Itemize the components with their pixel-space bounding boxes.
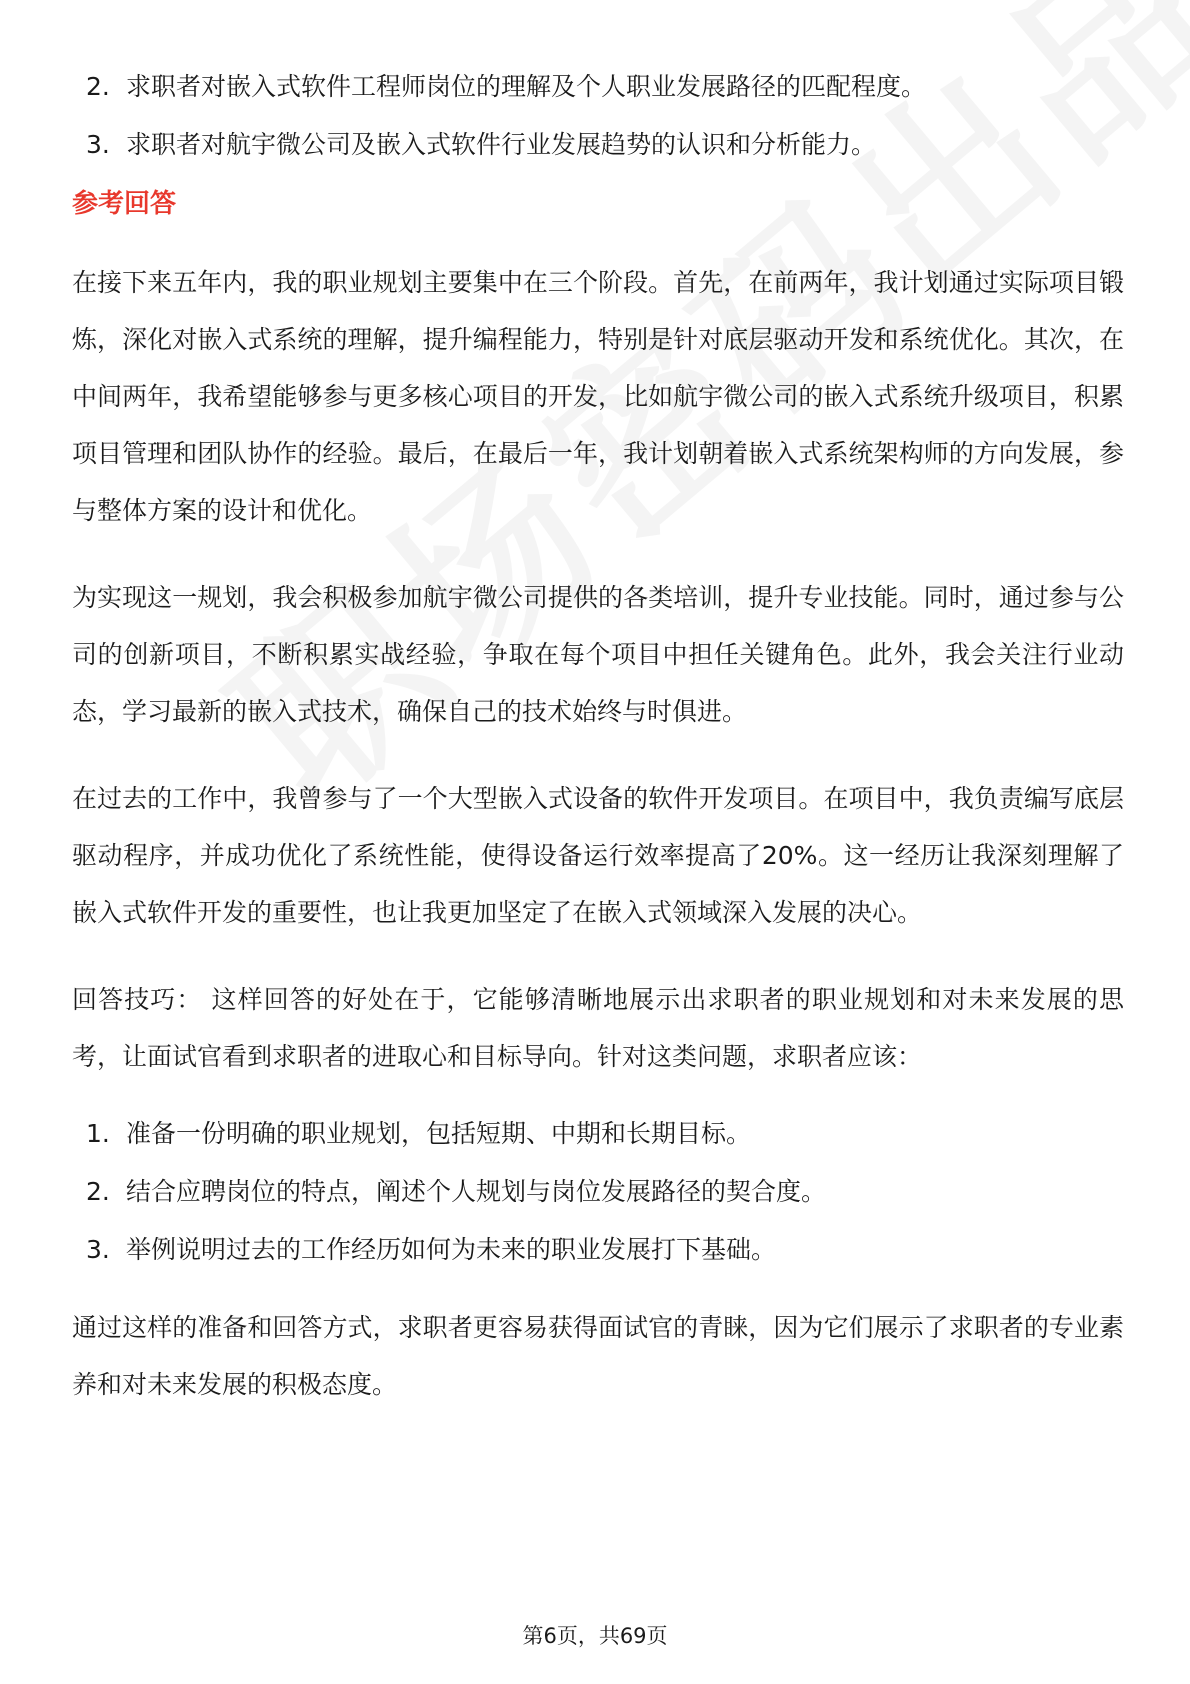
list-number: 2. bbox=[86, 1177, 110, 1206]
page-footer: 第6页，共69页 bbox=[522, 1624, 668, 1648]
list-item bbox=[72, 1173, 1124, 1211]
list-number: 2. bbox=[86, 72, 110, 101]
list-text: 准备一份明确的职业规划，包括短期、中期和长期目标。 bbox=[126, 1119, 752, 1148]
document-body bbox=[72, 68, 1124, 1443]
list-item bbox=[72, 126, 1124, 164]
closing-paragraph: 通过这样的准备和回答方式，求职者更容易获得面试官的青睐，因为它们展示了求职者的专业素养和对未来发展的积极态度。 bbox=[72, 1313, 1124, 1399]
list-item bbox=[72, 68, 1124, 106]
list-text: 求职者对嵌入式软件工程师岗位的理解及个人职业发展路径的匹配程度。 bbox=[126, 72, 927, 101]
top-numbered-list bbox=[72, 68, 1124, 164]
answer-paragraph-3: 在过去的工作中，我曾参与了一个大型嵌入式设备的软件开发项目。在项目中，我负责编写底层驱动程序，并成功优化了系统性能，使得设备运行效率提高了20%。这一经历让我深刻理解了嵌入式软件开发的重要性，也让我更加坚定了在嵌入式领域深入发展的决心。 bbox=[72, 784, 1124, 927]
list-item bbox=[72, 1231, 1124, 1269]
list-item bbox=[72, 1115, 1124, 1153]
section-heading: 参考回答 bbox=[72, 189, 177, 219]
answer-paragraph-1: 在接下来五年内，我的职业规划主要集中在三个阶段。首先，在前两年，我计划通过实际项目锻炼，深化对嵌入式系统的理解，提升编程能力，特别是针对底层驱动开发和系统优化。其次，在中间两年，我希望能够参与更多核心项目的开发，比如航宇微公司的嵌入式系统升级项目，积累项目管理和团队协作的经验。最后，在最后一年，我计划朝着嵌入式系统架构师的方向发展，参与整体方案的设计和优化。 bbox=[72, 268, 1124, 525]
list-number: 3. bbox=[86, 130, 110, 159]
tips-numbered-list bbox=[72, 1115, 1124, 1269]
list-text: 求职者对航宇微公司及嵌入式软件行业发展趋势的认识和分析能力。 bbox=[126, 130, 877, 159]
list-number: 1. bbox=[86, 1119, 110, 1148]
list-text: 结合应聘岗位的特点，阐述个人规划与岗位发展路径的契合度。 bbox=[126, 1177, 827, 1206]
list-number: 3. bbox=[86, 1235, 110, 1264]
answer-paragraph-2: 为实现这一规划，我会积极参加航宇微公司提供的各类培训，提升专业技能。同时，通过参与公司的创新项目，不断积累实战经验，争取在每个项目中担任关键角色。此外，我会关注行业动态，学习最新的嵌入式技术，确保自己的技术始终与时俱进。 bbox=[72, 583, 1124, 726]
tips-paragraph: 回答技巧： 这样回答的好处在于，它能够清晰地展示出求职者的职业规划和对未来发展的思考，让面试官看到求职者的进取心和目标导向。针对这类问题，求职者应该： bbox=[72, 985, 1124, 1071]
list-text: 举例说明过去的工作经历如何为未来的职业发展打下基础。 bbox=[126, 1235, 777, 1264]
